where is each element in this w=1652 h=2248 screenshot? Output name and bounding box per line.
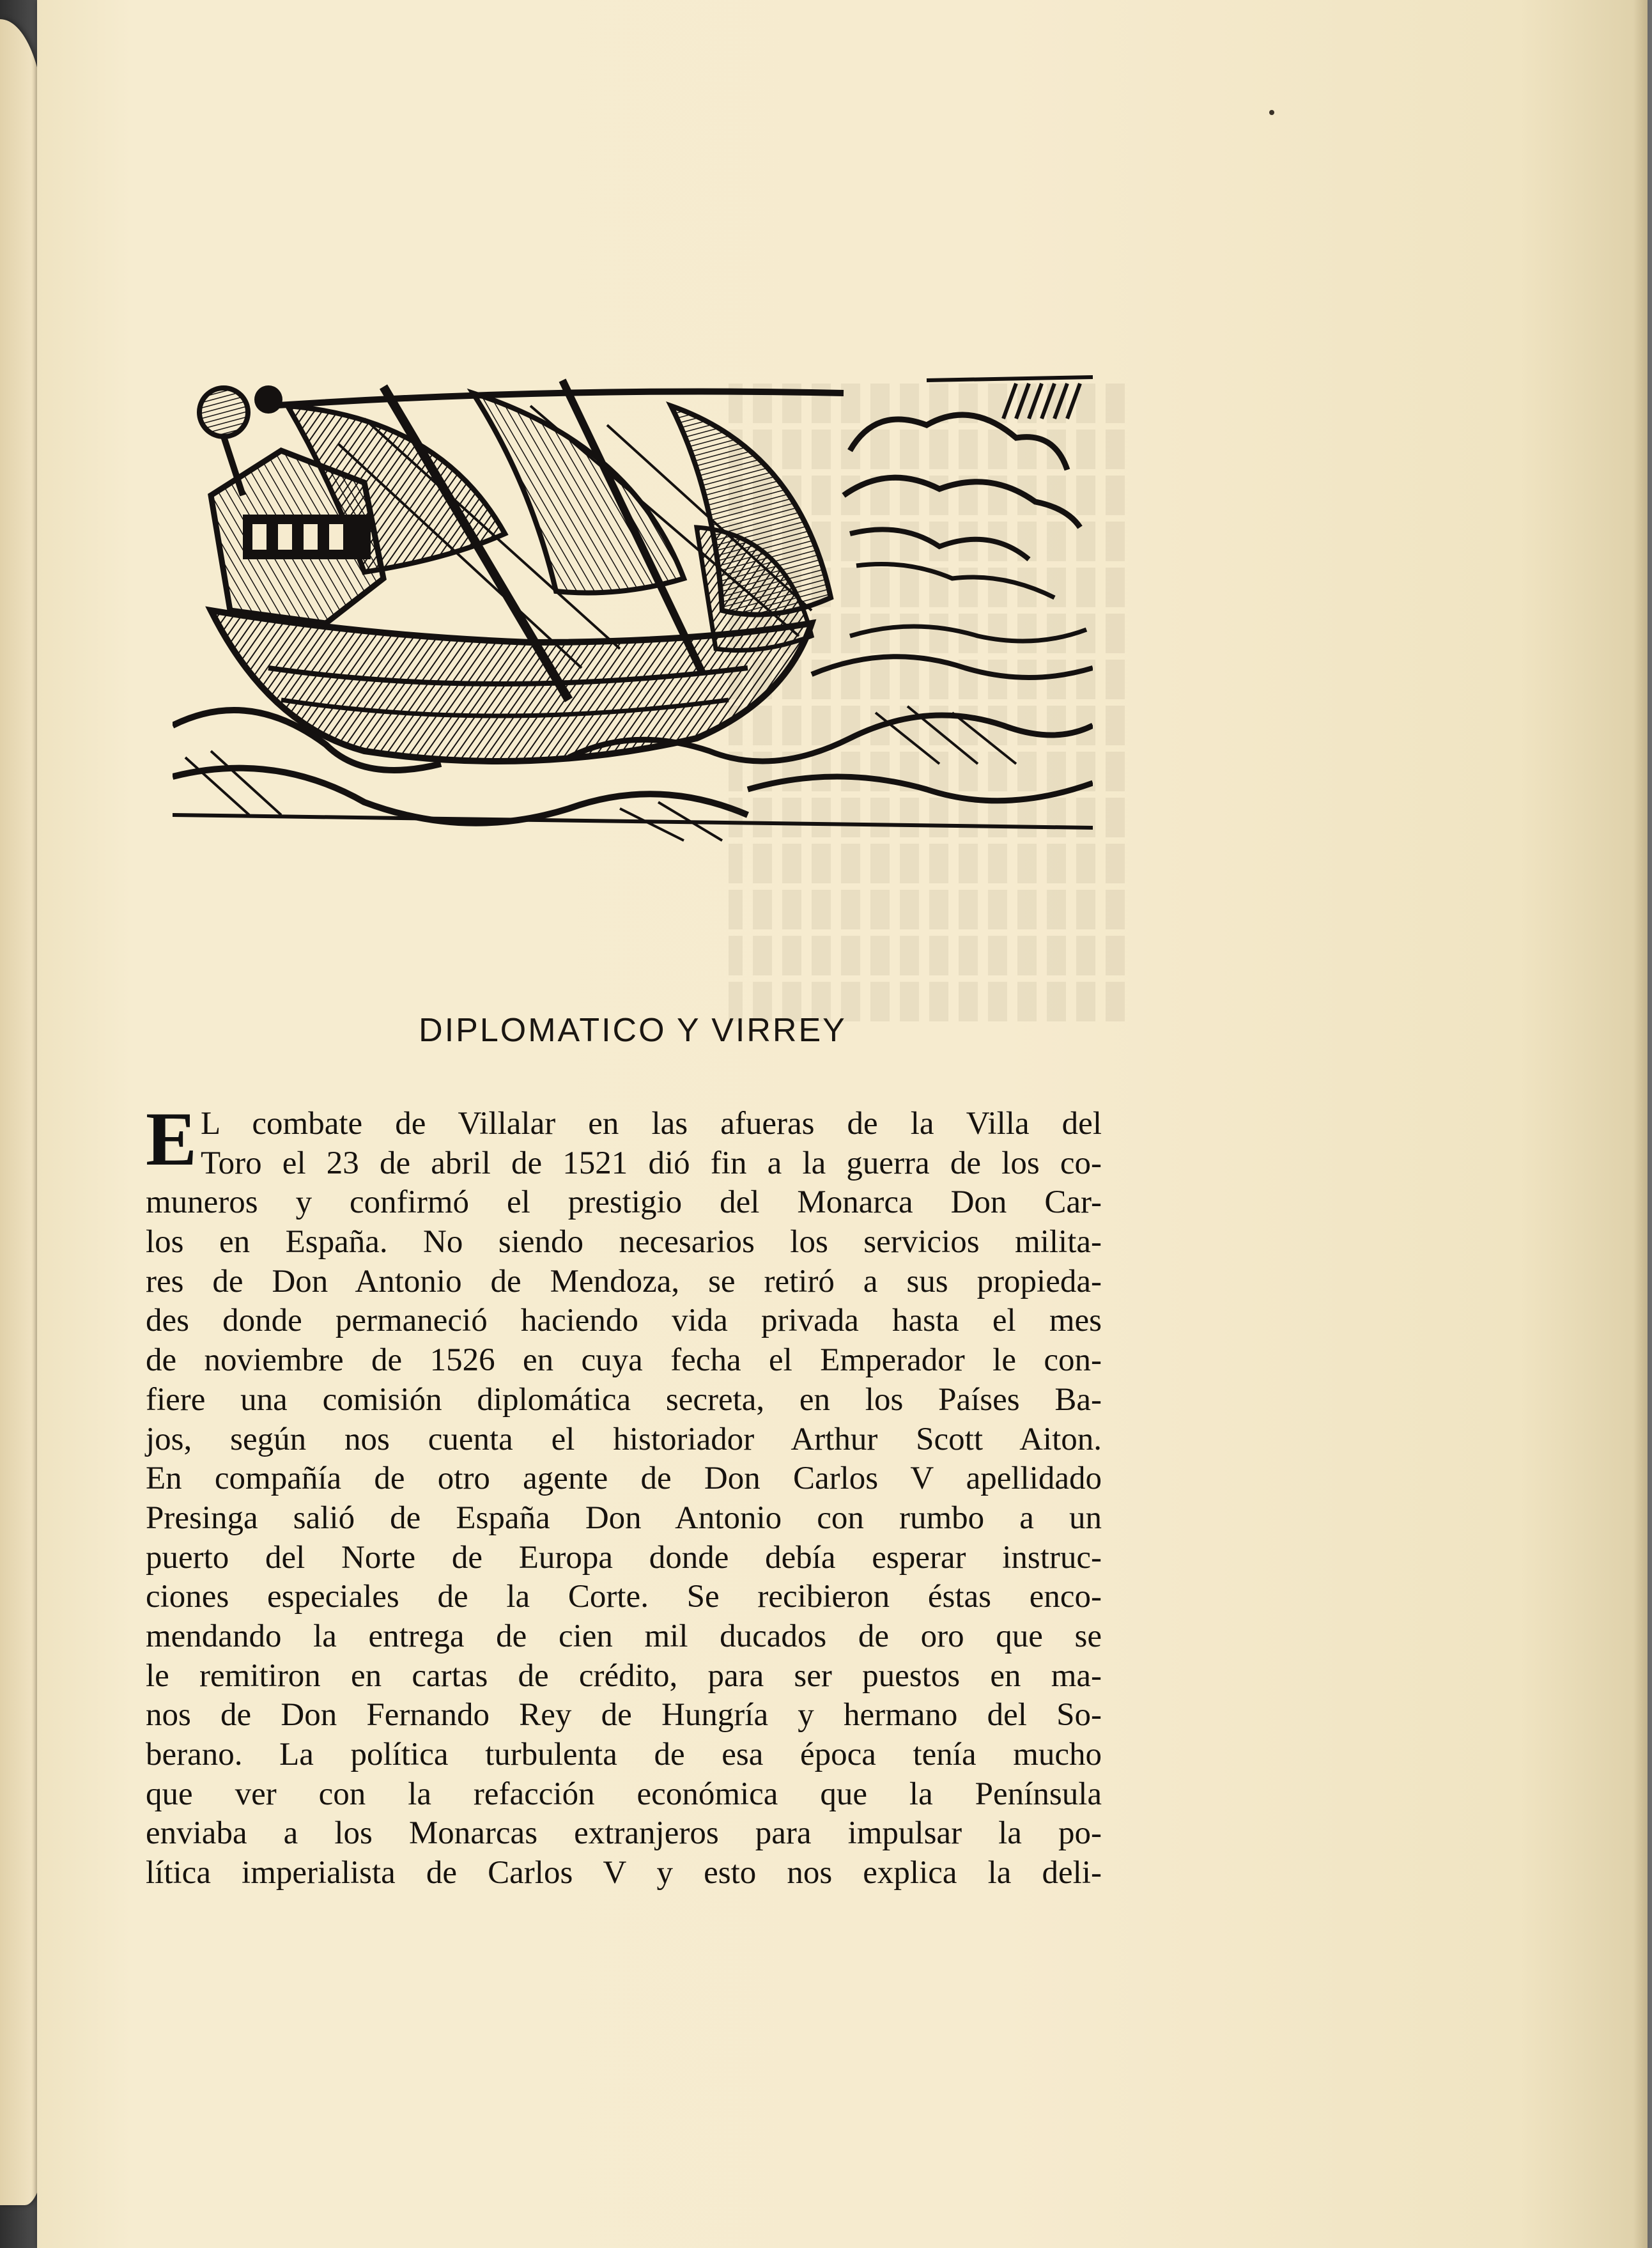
text-line: que ver con la refacción económica que la Península — [146, 1776, 1102, 1812]
text-line: berano. La política turbulenta de esa época tenía mucho — [146, 1737, 1102, 1772]
chapter-title: DIPLOMATICO Y VIRREY — [419, 1012, 847, 1049]
text-line: des donde permaneció haciendo vida privada hasta el mes — [146, 1303, 1102, 1339]
text-line: ciones especiales de la Corte. Se recibieron éstas enco- — [146, 1579, 1102, 1615]
text-line: puerto del Norte de Europa donde debía esperar instruc- — [146, 1539, 1102, 1576]
text-line: lítica imperialista de Carlos V y esto nos explica la deli- — [146, 1855, 1102, 1891]
text-line: En compañía de otro agente de Don Carlos V apellidado — [146, 1461, 1102, 1497]
body-paragraph — [146, 1096, 1102, 1893]
ship-woodcut-illustration — [173, 368, 1093, 844]
text-line: Toro el 23 de abril de 1521 dió fin a la guerra de los co- — [201, 1145, 1102, 1181]
text-line: enviaba a los Monarcas extranjeros para impulsar la po- — [146, 1815, 1102, 1852]
text-line: res de Don Antonio de Mendoza, se retiró a sus propieda- — [146, 1263, 1102, 1299]
text-line: muneros y confirmó el prestigio del Monarca Don Car- — [146, 1184, 1102, 1221]
text-line: fiere una comisión diplomática secreta, en los Países Ba- — [146, 1381, 1102, 1418]
text-line: los en España. No siendo necesarios los servicios milita- — [146, 1224, 1102, 1260]
text-line: mendando la entrega de cien mil ducados de oro que se — [146, 1618, 1102, 1654]
text-line: nos de Don Fernando Rey de Hungría y hermano del So- — [146, 1697, 1102, 1733]
text-line: jos, según nos cuenta el historiador Arthur Scott Aiton. — [146, 1421, 1102, 1457]
text-line: L combate de Villalar en las afueras de la Villa del — [201, 1106, 1102, 1142]
text-line: Presinga salió de España Don Antonio con rumbo a un — [146, 1500, 1102, 1536]
text-line: le remitiron en cartas de crédito, para ser puestos en ma- — [146, 1657, 1102, 1694]
drop-cap: E — [146, 1096, 197, 1181]
text-line: de noviembre de 1526 en cuya fecha el Emperador le con- — [146, 1342, 1102, 1379]
paper-speck — [1269, 110, 1274, 115]
